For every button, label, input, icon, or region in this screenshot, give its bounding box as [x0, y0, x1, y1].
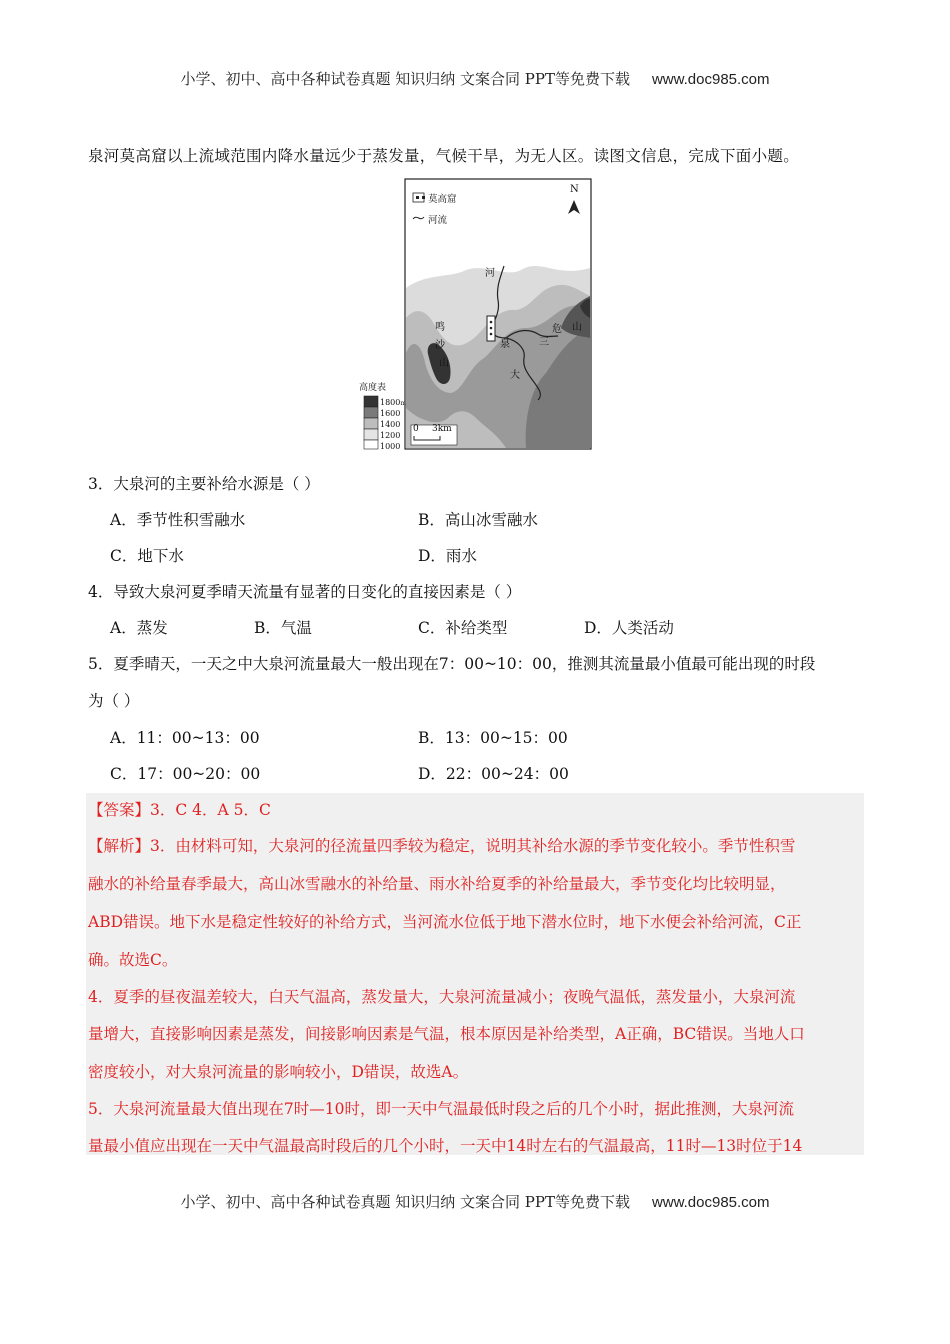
analysis-line-2: 融水的补给量春季最大，高山冰雪融水的补给量、雨水补给夏季的补给量最大，季节变化均比较明显，: [88, 875, 786, 893]
elevation-1000: 1000: [380, 442, 401, 451]
analysis-line-7: 密度较小，对大泉河流量的影响较小，D错误，故选A。: [88, 1063, 469, 1081]
label-mingsha-1: 鸣: [435, 322, 445, 333]
legend-river-label: 河流: [428, 215, 448, 226]
north-label: N: [570, 184, 579, 195]
q4-option-a[interactable]: A．蒸发: [110, 619, 168, 637]
analysis-line-4: 确。故选C。: [88, 951, 178, 969]
analysis-line-9: 量最小值应出现在一天中气温最高时段后的几个小时，一天中14时左右的气温最高，11时—13时位于14: [88, 1137, 803, 1155]
q4-option-c[interactable]: C．补给类型: [418, 619, 508, 637]
question-5-stem-line1: 5．夏季晴天，一天之中大泉河流量最大一般出现在7：00~10：00，推测其流量最小值最可能出现的时段: [88, 655, 816, 673]
page-footer: [0, 1191, 950, 1212]
footer-text: 小学、初中、高中各种试卷真题 知识归纳 文案合同 PPT等免费下载: [180, 1193, 630, 1211]
label-wei: 危: [552, 324, 562, 335]
elevation-1800-value: 1800: [380, 398, 401, 407]
elevation-1400: 1400: [380, 420, 401, 429]
analysis-line-5: 4．夏季的昼夜温差较大，白天气温高，蒸发量大，大泉河流量减小；夜晚气温低，蒸发量小，大泉河流: [88, 988, 796, 1006]
analysis-line-1: 【解析】3．由材料可知，大泉河的径流量四季较为稳定，说明其补给水源的季节变化较小。季节性积雪: [88, 837, 796, 855]
elevation-1200: 1200: [380, 431, 401, 440]
q5-option-c[interactable]: C．17：00~20：00: [110, 765, 261, 783]
q4-option-b[interactable]: B．气温: [254, 619, 312, 637]
analysis-line-6: 量增大，直接影响因素是蒸发，间接影响因素是气温，根本原因是补给类型，A正确，BC错误。当地人口: [88, 1025, 805, 1043]
analysis-line-8: 5．大泉河流量最大值出现在7时—10时，即一天中气温最低时段之后的几个小时，据此推测，大泉河流: [88, 1100, 794, 1118]
question-3-stem: 3．大泉河的主要补给水源是（ ）: [88, 475, 320, 493]
elevation-1600: 1600: [380, 409, 401, 418]
q5-option-a[interactable]: A．11：00~13：00: [110, 729, 260, 747]
footer-url[interactable]: www.doc985.com: [651, 1194, 770, 1211]
elevation-unit: m: [400, 400, 407, 407]
q5-option-d[interactable]: D．22：00~24：00: [418, 765, 569, 783]
label-shan: 山: [572, 322, 582, 333]
q3-option-d[interactable]: D．雨水: [418, 547, 477, 565]
label-quan: 泉: [500, 339, 510, 350]
legend-cave-label: 莫高窟: [428, 194, 457, 205]
question-4-stem: 4．导致大泉河夏季晴天流量有显著的日变化的直接因素是（ ）: [88, 583, 522, 601]
scale-zero: 0: [413, 424, 419, 434]
label-san: 三: [539, 337, 549, 348]
scale-distance: 3km: [432, 424, 452, 434]
q3-option-b[interactable]: B．高山冰雪融水: [418, 511, 538, 529]
q5-option-b[interactable]: B．13：00~15：00: [418, 729, 568, 747]
answer-line: 【答案】3．C 4．A 5．C: [88, 801, 271, 819]
label-he: 河: [485, 268, 495, 279]
q3-option-a[interactable]: A．季节性积雪融水: [110, 511, 246, 529]
map-figure: [356, 178, 592, 450]
question-5-stem-line2: 为（ ）: [88, 692, 140, 710]
header-url[interactable]: www.doc985.com: [651, 71, 770, 88]
elevation-title: 高度表: [359, 383, 387, 393]
page-header: [0, 68, 950, 89]
q3-option-c[interactable]: C．地下水: [110, 547, 184, 565]
header-text: 小学、初中、高中各种试卷真题 知识归纳 文案合同 PPT等免费下载: [180, 70, 630, 88]
q4-option-d[interactable]: D．人类活动: [584, 619, 674, 637]
label-mingsha-2: 沙: [435, 340, 445, 351]
analysis-line-3: ABD错误。地下水是稳定性较好的补给方式，当河流水位低于地下潜水位时，地下水便会补给河流，C正: [88, 913, 802, 931]
intro-text: 泉河莫高窟以上流域范围内降水量远少于蒸发量，气候干旱，为无人区。读图文信息，完成下面小题。: [88, 147, 800, 165]
elevation-1800: [380, 398, 406, 407]
label-mingsha-3: 山: [439, 358, 449, 369]
label-da: 大: [510, 370, 520, 381]
